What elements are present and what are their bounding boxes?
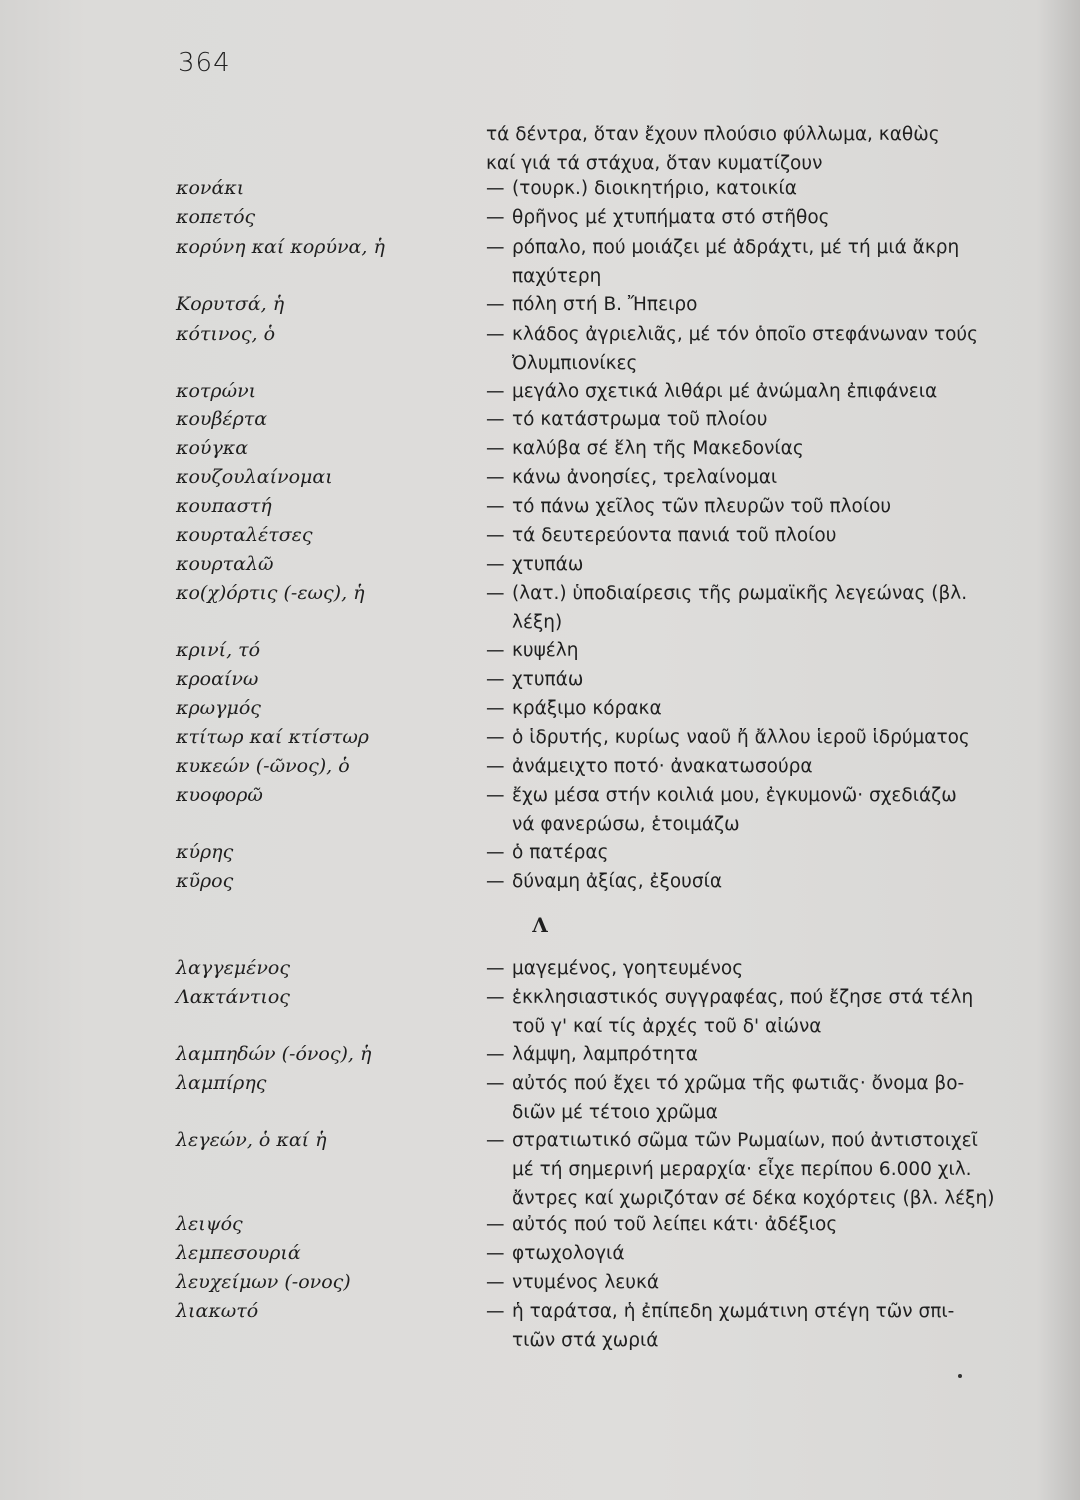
- entry-headword: κουρταλῶ: [176, 553, 274, 575]
- section-letter: Λ: [532, 913, 548, 937]
- entry-definition: [486, 954, 1006, 983]
- entry-headword: λαγγεμένος: [176, 957, 290, 979]
- entry-definition: [486, 636, 1006, 665]
- entry-definition: [486, 723, 1006, 752]
- dash-mark: —: [486, 324, 505, 345]
- definition-line: λάμψη, λαμπρότητα: [512, 1044, 698, 1065]
- definition-line: ἔχω μέσα στήν κοιλιά μου, ἐγκυμονῶ· σχεδιάζω: [512, 785, 957, 806]
- entry-definition: [486, 174, 1006, 203]
- definition-line: στρατιωτικό σῶμα τῶν Ρωμαίων, πού ἀντιστοιχεῖ: [512, 1130, 978, 1151]
- entry-headword: κούγκα: [176, 437, 249, 459]
- entry-definition: [486, 120, 1006, 178]
- entry-headword: κο(χ)όρτις (-εως), ἡ: [176, 582, 365, 604]
- definition-line: καί γιά τά στάχυα, ὅταν κυματίζουν: [486, 153, 823, 174]
- definition-line: (τουρκ.) διοικητήριο, κατοικία: [512, 178, 797, 199]
- definition-line: κλάδος ἀγριελιᾶς, μέ τόν ὁποῖο στεφάνωναν τούς: [512, 324, 978, 345]
- definition-line: χτυπάω: [512, 554, 584, 575]
- entry-definition: [486, 752, 1006, 781]
- entry-definition: [486, 867, 1006, 896]
- definition-line: ἀνάμειχτο ποτό· ἀνακατωσούρα: [512, 756, 813, 777]
- entry-definition: [486, 1210, 1006, 1239]
- dash-mark: —: [486, 1243, 505, 1264]
- definition-line: παχύτερη: [512, 266, 602, 287]
- dash-mark: —: [486, 756, 505, 777]
- definition-line: δύναμη ἀξίας, ἐξουσία: [512, 871, 723, 892]
- entry-headword: λεγεών, ὁ καί ἡ: [176, 1129, 327, 1151]
- dash-mark: —: [486, 554, 505, 575]
- paper-speck: [958, 1374, 962, 1378]
- entry-headword: λιακωτό: [176, 1300, 259, 1322]
- dash-mark: —: [486, 438, 505, 459]
- dash-mark: —: [486, 785, 505, 806]
- entry-headword: κονάκι: [176, 177, 245, 199]
- definition-line: μεγάλο σχετικά λιθάρι μέ ἀνώμαλη ἐπιφάνεια: [512, 381, 938, 402]
- definition-line: πόλη στή Β. Ἤπειρο: [512, 294, 698, 315]
- definition-line: ρόπαλο, πού μοιάζει μέ ἀδράχτι, μέ τή μιά ἄκρη: [512, 237, 960, 258]
- entry-headword: κρινί, τό: [176, 639, 261, 661]
- definition-line: θρῆνος μέ χτυπήματα στό στῆθος: [512, 207, 830, 228]
- entry-headword: κοπετός: [176, 206, 256, 228]
- definition-line: κράξιμο κόρακα: [512, 698, 662, 719]
- definition-line: (λατ.) ὑποδιαίρεσις τῆς ρωμαϊκῆς λεγεώνας (βλ.: [512, 583, 968, 604]
- definition-line: χτυπάω: [512, 669, 584, 690]
- definition-line: τό πάνω χεῖλος τῶν πλευρῶν τοῦ πλοίου: [512, 496, 892, 517]
- entry-definition: [486, 434, 1006, 463]
- entry-headword: κουζουλαίνομαι: [176, 466, 333, 488]
- dash-mark: —: [486, 1073, 505, 1094]
- entry-definition: [486, 521, 1006, 550]
- definition-line: τά δευτερεύοντα πανιά τοῦ πλοίου: [512, 525, 837, 546]
- definition-line: καλύβα σέ ἕλη τῆς Μακεδονίας: [512, 438, 804, 459]
- entry-headword: κτίτωρ καί κτίστωρ: [176, 726, 369, 748]
- dash-mark: —: [486, 871, 505, 892]
- entry-definition: [486, 203, 1006, 232]
- entry-headword: κῦρος: [176, 870, 234, 892]
- entry-headword: κορύνη καί κορύνα, ἡ: [176, 236, 385, 258]
- entry-definition: [486, 838, 1006, 867]
- entry-definition: [486, 290, 1006, 319]
- dash-mark: —: [486, 727, 505, 748]
- dash-mark: —: [486, 178, 505, 199]
- entry-headword: κυκεών (-ῶνος), ὁ: [176, 755, 350, 777]
- definition-line: κυψέλη: [512, 640, 579, 661]
- definition-line: ἡ ταράτσα, ἡ ἐπίπεδη χωμάτινη στέγη τῶν σπι-: [512, 1301, 955, 1322]
- entry-definition: [486, 492, 1006, 521]
- entry-headword: Λακτάντιος: [176, 986, 290, 1008]
- dash-mark: —: [486, 698, 505, 719]
- entry-definition: [486, 550, 1006, 579]
- entry-headword: κύρης: [176, 841, 234, 863]
- entry-headword: λαμπηδών (-όνος), ἡ: [176, 1043, 372, 1065]
- dash-mark: —: [486, 1214, 505, 1235]
- definition-line: αὐτός πού τοῦ λείπει κάτι· ἀδέξιος: [512, 1214, 838, 1235]
- entry-definition: [486, 781, 1006, 839]
- definition-line: νά φανερώσω, ἑτοιμάζω: [512, 814, 740, 835]
- dash-mark: —: [486, 958, 505, 979]
- entry-headword: κοτρώνι: [176, 380, 257, 402]
- definition-line: μαγεμένος, γοητευμένος: [512, 958, 744, 979]
- entry-headword: λαμπίρης: [176, 1072, 267, 1094]
- entry-headword: κουπαστή: [176, 495, 272, 517]
- entry-definition: [486, 463, 1006, 492]
- definition-line: μέ τή σημερινή μεραρχία· εἶχε περίπου 6.000 χιλ.: [512, 1159, 972, 1180]
- dash-mark: —: [486, 583, 505, 604]
- entry-headword: κουβέρτα: [176, 408, 268, 430]
- entry-headword: κουρταλέτσες: [176, 524, 313, 546]
- dash-mark: —: [486, 525, 505, 546]
- dash-mark: —: [486, 207, 505, 228]
- dash-mark: —: [486, 496, 505, 517]
- entry-definition: [486, 579, 1006, 637]
- dash-mark: —: [486, 669, 505, 690]
- entry-definition: [486, 1297, 1006, 1355]
- entry-definition: [486, 1268, 1006, 1297]
- definition-line: λέξη): [512, 612, 563, 633]
- entry-definition: [486, 694, 1006, 723]
- entry-headword: λευχείμων (-ονος): [176, 1271, 351, 1293]
- definition-line: τοῦ γ' καί τίς ἀρχές τοῦ δ' αἰώνα: [512, 1016, 822, 1037]
- dash-mark: —: [486, 1044, 505, 1065]
- definition-line: ἐκκλησιαστικός συγγραφέας, πού ἔζησε στά τέλη: [512, 987, 974, 1008]
- entry-headword: κροαίνω: [176, 668, 259, 690]
- dash-mark: —: [486, 467, 505, 488]
- dash-mark: —: [486, 842, 505, 863]
- entry-headword: κυοφορῶ: [176, 784, 263, 806]
- entry-headword: Κορυτσά, ἡ: [176, 293, 285, 315]
- definition-line: διῶν μέ τέτοιο χρῶμα: [512, 1102, 718, 1123]
- entry-headword: κότινος, ὁ: [176, 323, 276, 345]
- dash-mark: —: [486, 1301, 505, 1322]
- definition-line: ἄντρες καί χωριζόταν σέ δέκα κοχόρτεις (βλ. λέξη): [512, 1188, 995, 1209]
- entry-definition: [486, 1239, 1006, 1268]
- dash-mark: —: [486, 294, 505, 315]
- dash-mark: —: [486, 1272, 505, 1293]
- entry-definition: [486, 405, 1006, 434]
- entry-headword: κρωγμός: [176, 697, 261, 719]
- dash-mark: —: [486, 640, 505, 661]
- definition-line: αὐτός πού ἔχει τό χρῶμα τῆς φωτιᾶς· ὄνομα βο-: [512, 1073, 965, 1094]
- dash-mark: —: [486, 237, 505, 258]
- entry-definition: [486, 377, 1006, 406]
- entry-definition: [486, 1040, 1006, 1069]
- definition-line: Ὀλυμπιονίκες: [512, 353, 638, 374]
- dash-mark: —: [486, 381, 505, 402]
- entry-definition: [486, 320, 1006, 378]
- dash-mark: —: [486, 1130, 505, 1151]
- entry-definition: [486, 665, 1006, 694]
- dash-mark: —: [486, 987, 505, 1008]
- definition-line: ντυμένος λευκά: [512, 1272, 660, 1293]
- definition-line: τά δέντρα, ὅταν ἔχουν πλούσιο φύλλωμα, καθὼς: [486, 124, 940, 145]
- entry-definition: [486, 1069, 1006, 1127]
- definition-line: κάνω ἀνοησίες, τρελαίνομαι: [512, 467, 778, 488]
- dash-mark: —: [486, 409, 505, 430]
- definition-line: ὁ πατέρας: [512, 842, 609, 863]
- definition-line: φτωχολογιά: [512, 1243, 625, 1264]
- definition-line: τιῶν στά χωριά: [512, 1330, 659, 1351]
- entry-definition: [486, 983, 1006, 1041]
- entry-definition: [486, 233, 1006, 291]
- page-number: 364: [178, 48, 231, 78]
- entry-definition: [486, 1126, 1006, 1213]
- definition-line: τό κατάστρωμα τοῦ πλοίου: [512, 409, 768, 430]
- entry-headword: λεμπεσουριά: [176, 1242, 301, 1264]
- definition-line: ὁ ἱδρυτής, κυρίως ναοῦ ἤ ἄλλου ἱεροῦ ἱδρύματος: [512, 727, 970, 748]
- entry-headword: λειψός: [176, 1213, 243, 1235]
